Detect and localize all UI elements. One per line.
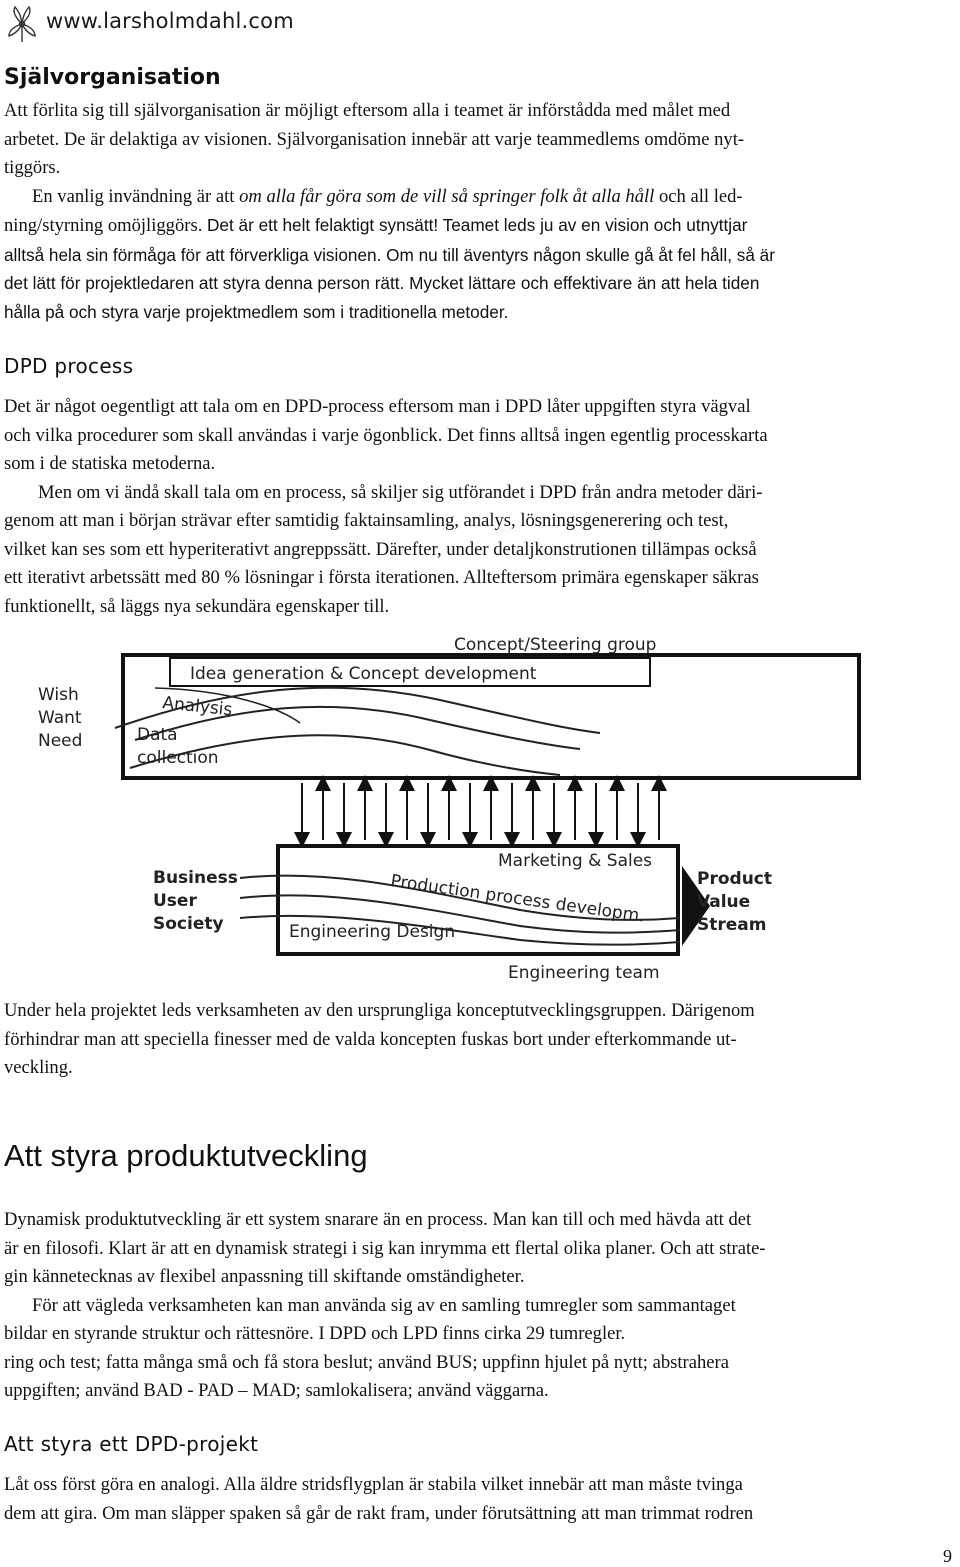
- text-span: ning/styrning omöjliggörs.: [4, 215, 207, 236]
- paragraph-after-diagram: [4, 997, 755, 1083]
- label-business: Business: [153, 868, 238, 888]
- dpd-process-diagram: [0, 628, 960, 988]
- paragraph-att-styra: [4, 1206, 766, 1406]
- label-concept-group: Concept/Steering group: [454, 635, 657, 655]
- text-line: bildar en styrande struktur och rättesnöre. I DPD och LPD finns cirka 29 tumregler.: [4, 1323, 626, 1344]
- text-line: gin kännetecknas av flexibel anpassning till skiftande omständigheter.: [4, 1266, 525, 1287]
- arrow-column-group: [302, 783, 659, 840]
- text-line: Låt oss först göra en analogi. Alla äldre stridsflygplan är stabila vilket innebär att man måste tvinga: [4, 1474, 743, 1495]
- text-line: tiggörs.: [4, 157, 61, 178]
- text-span: och all led-: [654, 185, 743, 207]
- text-line: förhindrar man att speciella finesser med de valda koncepten fuskas bort under efterkommande ut-: [4, 1028, 737, 1050]
- label-product: Product: [697, 869, 772, 889]
- site-url[interactable]: www.larsholmdahl.com: [46, 9, 294, 33]
- label-analysis: Analysis: [161, 693, 234, 721]
- text-line: ring och test; fatta många små och få stora beslut; använd BUS; uppfinn hjulet på nytt; abstrahera: [4, 1351, 729, 1373]
- text-line: Det är något oegentligt att tala om en DPD-process eftersom man i DPD låter uppgiften styra vägval: [4, 396, 751, 417]
- text-line: För att vägleda verksamheten kan man använda sig av en samling tumregler som sammantaget: [32, 1294, 736, 1316]
- text-line: hålla på och styra varje projektmedlem som i traditionella metoder.: [4, 301, 509, 322]
- label-value: Value: [697, 892, 751, 912]
- text-line: är en filosofi. Klart är att en dynamisk strategi i sig kan inrymma ett flertal olika planer. Och att strate-: [4, 1237, 766, 1259]
- label-production-process: Production process developm.: [389, 871, 646, 927]
- paragraph-dpd-projekt: [4, 1471, 753, 1528]
- page-header: [2, 4, 402, 42]
- heading-att-styra-dpd-projekt: Att styra ett DPD-projekt: [4, 1432, 259, 1456]
- text-line: Att förlita sig till självorganisation är möjligt eftersom alla i teamet är införstådda med målet med: [4, 100, 731, 121]
- heading-sjalvorganisation: Självorganisation: [4, 65, 221, 90]
- text-line: det lätt för projektledaren att styra denna person rätt. Mycket lättare och effektivare än att hela tiden: [4, 273, 760, 293]
- text-line: alltså hela sin förmåga för att förverkliga visionen. Om nu till äventyrs någon skulle gå åt fel håll, så är: [4, 244, 775, 265]
- text-line: Men om vi ändå skall tala om en process, så skiljer sig utförandet i DPD från andra metoder däri-: [38, 481, 763, 503]
- text-line: [4, 211, 775, 241]
- text-span: En vanlig invändning är att: [32, 185, 240, 207]
- label-data: Data: [137, 725, 178, 745]
- text-line: [4, 183, 775, 212]
- text-line: uppgiften; använd BAD - PAD – MAD; samlokalisera; använd väggarna.: [4, 1380, 549, 1401]
- label-want: Want: [38, 708, 82, 728]
- italic-quote: om alla får göra som de vill så springer folk åt alla håll: [239, 185, 655, 207]
- label-society: Society: [153, 914, 224, 934]
- text-line: genom att man i början strävar efter samtidig faktainsamling, analys, lösningsgenerering och test,: [4, 510, 729, 531]
- text-line: Under hela projektet leds verksamheten av den ursprungliga konceptutvecklingsgruppen. Därigenom: [4, 1000, 755, 1021]
- label-stream: Stream: [697, 915, 767, 935]
- text-line: som i de statiska metoderna.: [4, 453, 216, 474]
- label-wish: Wish: [38, 685, 79, 705]
- paragraph-sjalvorganisation: [4, 97, 775, 326]
- text-span: Det är ett helt felaktigt synsätt! Teamet leds ju av en vision och utnyttjar: [207, 215, 748, 235]
- text-line: och vilka procedurer som skall användas i varje ögonblick. Det finns alltså ingen egentlig processkarta: [4, 424, 768, 446]
- paragraph-dpd-process: [4, 393, 768, 621]
- label-engineering-design: Engineering Design: [289, 922, 456, 942]
- text-line: arbetet. De är delaktiga av visionen. Självorganisation innebär att varje teammedlems omdöme nyt-: [4, 128, 745, 150]
- label-idea-generation: Idea generation & Concept development: [190, 664, 537, 684]
- label-need: Need: [38, 731, 83, 751]
- text-line: funktionellt, så läggs nya sekundära egenskaper till.: [4, 595, 390, 617]
- text-line: vilket kan ses som ett hyperiterativt angreppssätt. Därefter, under detaljkonstrutionen tillämpas också: [4, 538, 757, 560]
- label-user: User: [153, 891, 197, 911]
- heading-dpd-process: DPD process: [4, 354, 134, 378]
- flower-logo-icon: [6, 4, 38, 44]
- text-line: Dynamisk produktutveckling är ett system snarare än en process. Man kan till och med hävda att det: [4, 1209, 752, 1230]
- label-collection: collection: [137, 748, 219, 768]
- text-line: veckling.: [4, 1057, 73, 1078]
- label-engineering-team: Engineering team: [508, 963, 660, 983]
- text-line: dem att gira. Om man släpper spaken så går de rakt fram, under förutsättning att man trimmat rodren: [4, 1502, 754, 1524]
- heading-att-styra-produktutveckling: Att styra produktutveckling: [4, 1138, 368, 1173]
- page-number: 9: [943, 1546, 952, 1566]
- text-line: ett iterativt arbetssätt med 80 % lösningar i första iterationen. Allteftersom primära egenskaper säkras: [4, 567, 759, 588]
- label-marketing-sales: Marketing & Sales: [498, 851, 653, 871]
